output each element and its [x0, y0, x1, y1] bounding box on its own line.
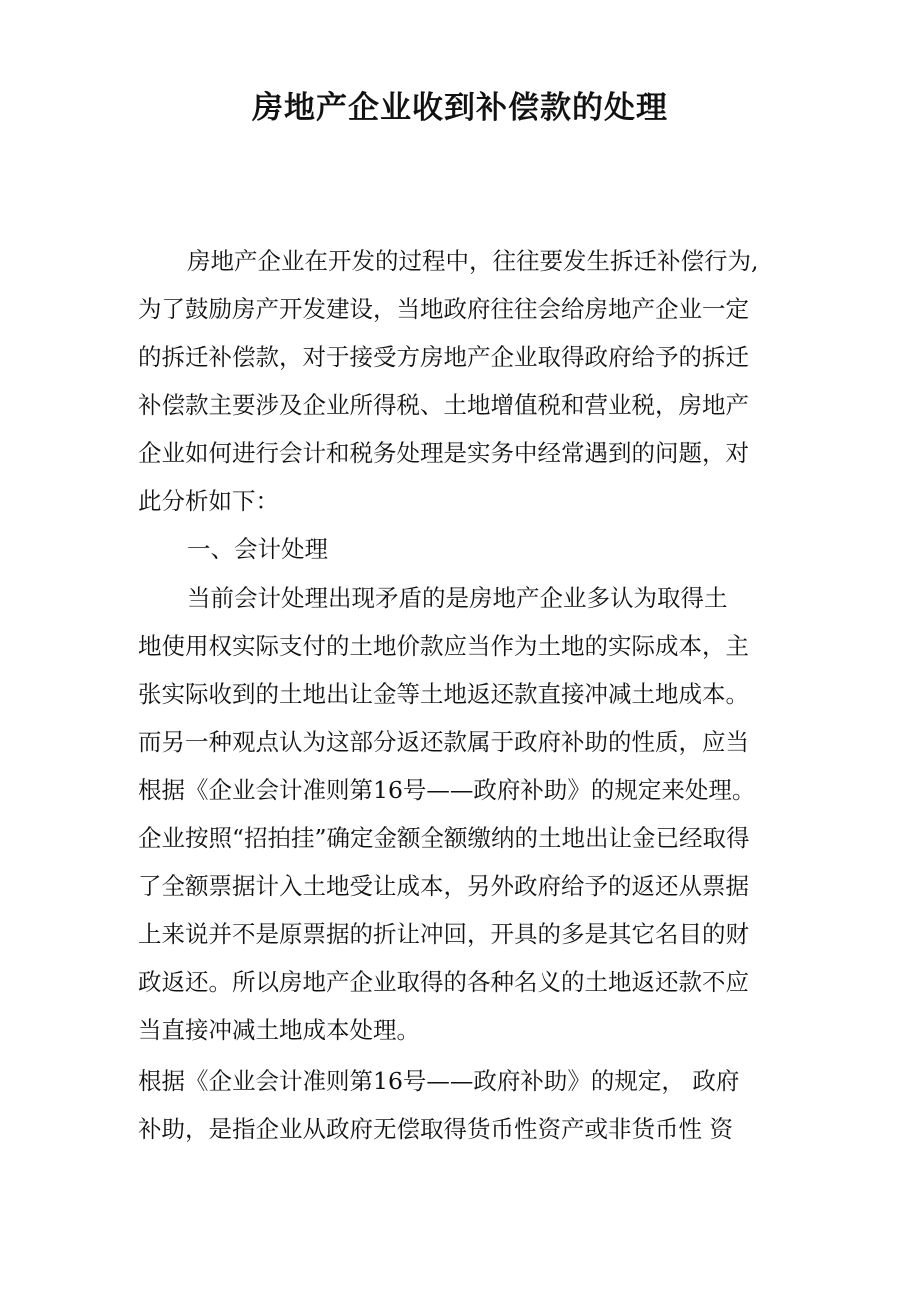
paragraph-line: 根据《企业会计准则第16号——政府补助》的规定， 政府: [138, 1067, 740, 1095]
section-heading: 一、会计处理: [187, 535, 328, 563]
paragraph-line: 地使用权实际支付的土地价款应当作为土地的实际成本，主: [138, 632, 749, 660]
paragraph-line: 上来说并不是原票据的折让冲回，开具的多是其它名目的财: [138, 920, 749, 948]
paragraph-line: 企业如何进行会计和税务处理是实务中经常遇到的问题，对: [138, 439, 749, 467]
paragraph-line: 政返还。所以房地产企业取得的各种名义的土地返还款不应: [138, 968, 749, 996]
paragraph-line: 此分析如下：: [138, 487, 279, 515]
paragraph-line: 为了鼓励房产开发建设，当地政府往往会给房地产企业一定: [138, 295, 749, 323]
paragraph-line: 当直接冲减土地成本处理。: [138, 1016, 420, 1044]
paragraph-line: 房地产企业在开发的过程中，往往要发生拆迁补偿行为,: [187, 247, 759, 275]
document-title: 房地产企业收到补偿款的处理: [252, 90, 668, 126]
paragraph-line: 补助，是指企业从政府无偿取得货币性资产或非货币性 资: [138, 1115, 733, 1143]
paragraph-line: 张实际收到的土地出让金等土地返还款直接冲减土地成本。: [138, 680, 749, 708]
paragraph-line: 根据《企业会计准则第16号——政府补助》的规定来处理。: [138, 776, 756, 804]
paragraph-line: 企业按照“招拍挂”确定金额全额缴纳的土地出让金已经取得: [138, 824, 750, 852]
paragraph-line: 的拆迁补偿款，对于接受方房地产企业取得政府给予的拆迁: [138, 343, 749, 371]
paragraph-line: 而另一种观点认为这部分返还款属于政府补助的性质，应当: [138, 728, 749, 756]
paragraph-line: 了全额票据计入土地受让成本，另外政府给予的返还从票据: [138, 872, 749, 900]
paragraph-line: 补偿款主要涉及企业所得税、土地增值税和营业税，房地产: [138, 391, 749, 419]
paragraph-line: 当前会计处理出现矛盾的是房地产企业多认为取得土: [187, 584, 728, 612]
